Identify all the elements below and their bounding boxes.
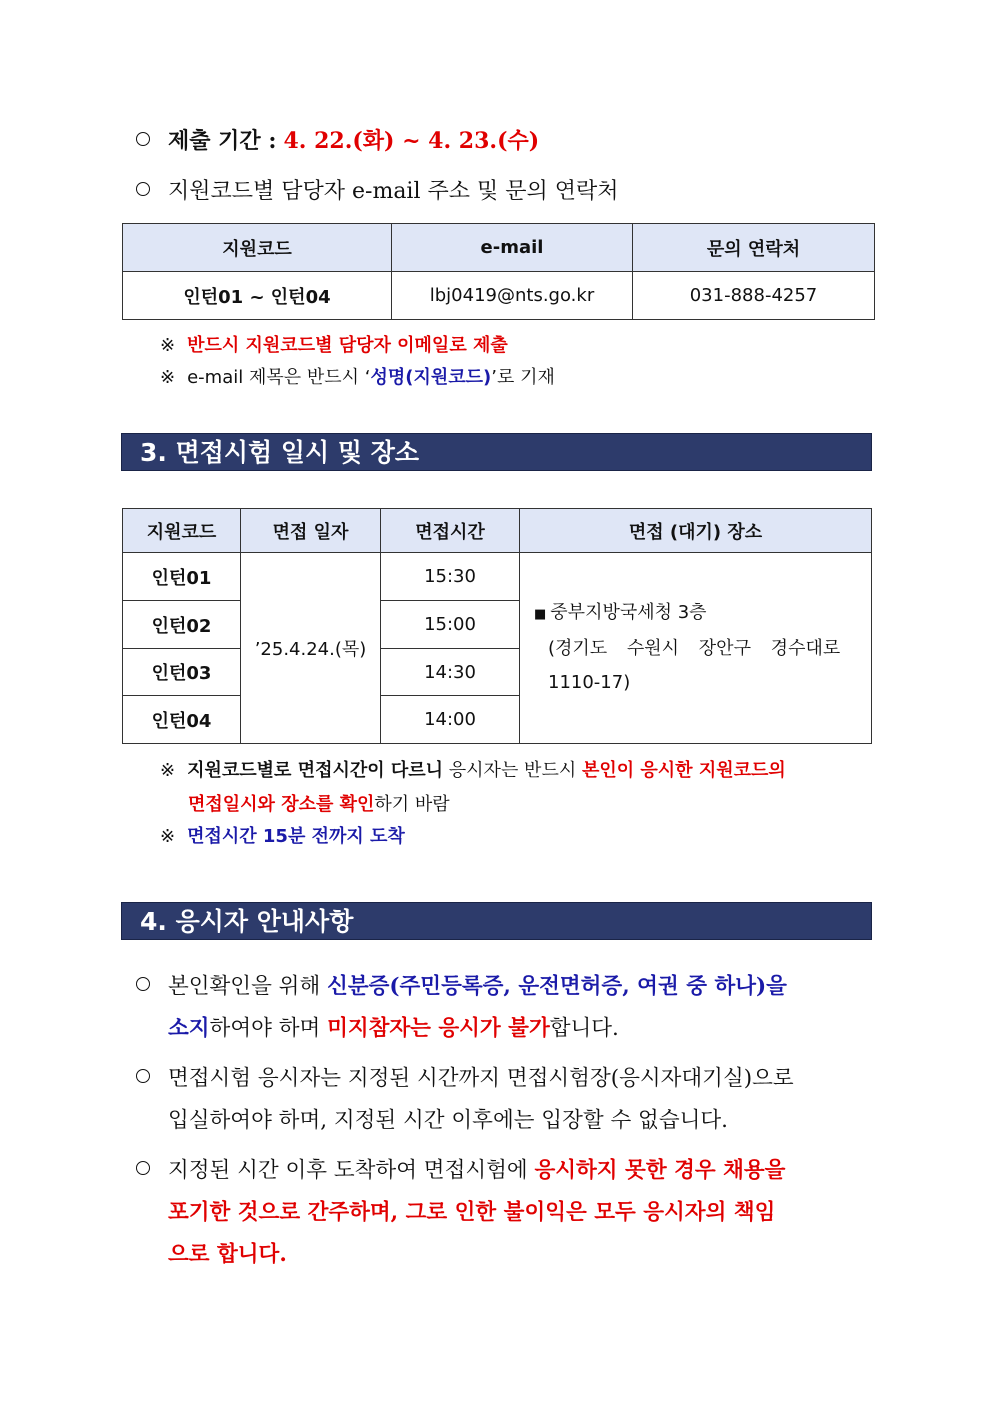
reference-mark: ※: [160, 335, 176, 356]
para-line: 입실하여야 하며, 지정된 시간 이후에는 입장할 수 없습니다.: [168, 1108, 728, 1133]
note-mid: 응시자는 반드시: [443, 760, 582, 781]
table-cell-date: ’25.4.24.(목): [241, 553, 381, 744]
header-cell: 면접시간: [381, 509, 520, 553]
section-3-title: 3. 면접시험 일시 및 장소: [121, 433, 872, 471]
para-blue-2: 소지: [168, 1016, 210, 1041]
contact-note-2: [160, 365, 555, 391]
para-red-1: 응시하지 못한 경우 채용을: [534, 1158, 786, 1183]
table-row: [123, 553, 872, 601]
table-row: [123, 272, 875, 320]
notice-paragraph-3: [136, 1150, 785, 1276]
contact-heading-text: 지원코드별 담당자 e-mail 주소 및 문의 연락처: [168, 179, 619, 204]
table-cell-place: [520, 553, 872, 744]
table-cell-code: 인턴01: [123, 553, 241, 601]
table-cell-code: 인턴03: [123, 649, 241, 696]
note-text-pre: e-mail 제목은 반드시 ‘: [187, 367, 371, 388]
para-red-2: 포기한 것으로 간주하며, 그로 인한 불이익은 모두 응시자의 책임: [168, 1200, 776, 1225]
para-text: 본인확인을 위해: [168, 974, 328, 999]
para-line: [136, 1008, 787, 1050]
table-cell-phone: 031-888-4257: [633, 272, 875, 320]
contact-table: [122, 223, 875, 320]
para-red: 미지참자는 응시가 불가: [327, 1016, 550, 1041]
para-text: 합니다.: [549, 1016, 619, 1041]
para-line: [136, 1058, 794, 1100]
submission-period: [136, 126, 539, 157]
interview-note-2: [160, 824, 405, 850]
circle-bullet-icon: [136, 1069, 150, 1083]
table-cell-code: 인턴02: [123, 601, 241, 649]
square-bullet-icon: ■: [534, 607, 547, 622]
reference-mark: ※: [160, 367, 176, 388]
section-4-title: 4. 응시자 안내사항: [121, 902, 872, 940]
header-cell: 면접 (대기) 장소: [520, 509, 872, 553]
note-text: 반드시 지원코드별 담당자 이메일로 제출: [187, 335, 508, 356]
table-cell-code: 인턴04: [123, 696, 241, 744]
place-line-2: (경기도 수원시 장안구 경수대로: [548, 638, 841, 659]
table-cell-time: 14:00: [381, 696, 520, 744]
para-text: 하여야 하며: [209, 1016, 328, 1041]
circle-bullet-icon: [136, 977, 150, 991]
table-cell-time: 15:00: [381, 601, 520, 649]
table-cell-code: 인턴01 ~ 인턴04: [123, 272, 392, 320]
header-cell: e-mail: [392, 224, 633, 272]
note-bold: 지원코드별로 면접시간이 다르니: [187, 760, 444, 781]
para-red-3: 으로 합니다.: [168, 1242, 287, 1267]
table-cell-email: lbj0419@nts.go.kr: [392, 272, 633, 320]
circle-bullet-icon: [136, 132, 150, 146]
contact-note-1: [160, 333, 508, 359]
place-line-3: 1110-17): [548, 672, 631, 693]
note-end: 하기 바람: [374, 794, 450, 815]
circle-bullet-icon: [136, 1161, 150, 1175]
para-text: 지정된 시간 이후 도착하여 면접시험에: [168, 1158, 535, 1183]
note-text-emph: 성명(지원코드): [370, 367, 492, 388]
notice-paragraph-1: [136, 966, 787, 1050]
interview-note-1: [160, 754, 872, 822]
reference-mark: ※: [160, 760, 176, 781]
table-header-row: [123, 509, 872, 553]
table-cell-time: 14:30: [381, 649, 520, 696]
submission-dates: 4. 22.(화) ~ 4. 23.(수): [283, 128, 540, 154]
place-building: 중부지방국세청 3층: [550, 602, 707, 623]
place-line-1: [534, 596, 867, 632]
para-text: 면접시험 응시자는 지정된 시간까지 면접시험장(응시자대기실)으로: [168, 1066, 794, 1091]
header-cell: 문의 연락처: [633, 224, 875, 272]
note-text: 면접시간 15분 전까지 도착: [187, 826, 405, 847]
note-red-1: 본인이 응시한 지원코드의: [581, 760, 786, 781]
notice-paragraph-2: [136, 1058, 794, 1142]
para-blue-1: 신분증(주민등록증, 운전면허증, 여권 중 하나)을: [327, 974, 787, 999]
para-line: [136, 966, 787, 1008]
header-cell: 면접 일자: [241, 509, 381, 553]
note-red-2: 면접일시와 장소를 확인: [188, 794, 375, 815]
reference-mark: ※: [160, 826, 176, 847]
para-line: [136, 1150, 785, 1192]
table-cell-time: 15:30: [381, 553, 520, 601]
table-header-row: [123, 224, 875, 272]
interview-table: [122, 508, 872, 744]
circle-bullet-icon: [136, 182, 150, 196]
header-cell: 지원코드: [123, 224, 392, 272]
contact-heading: [136, 177, 619, 207]
note-text-post: ’로 기재: [491, 367, 555, 388]
note-line: [160, 754, 872, 788]
submission-label: 제출 기간 :: [168, 128, 277, 154]
note-line: [160, 788, 872, 822]
header-cell: 지원코드: [123, 509, 241, 553]
